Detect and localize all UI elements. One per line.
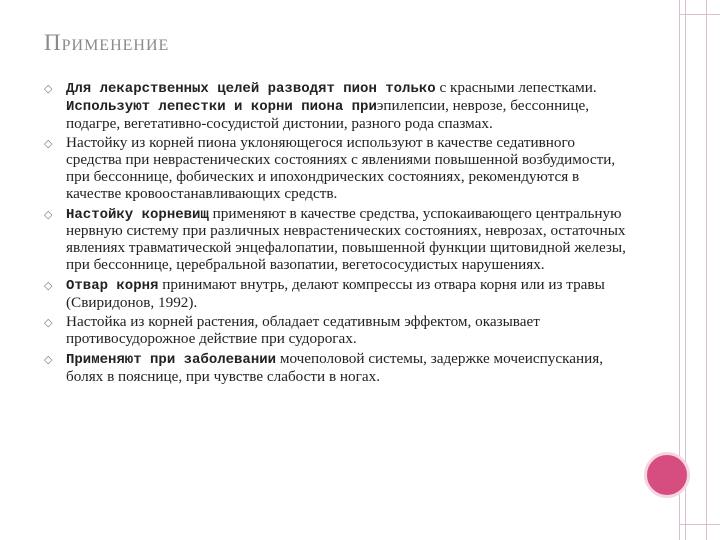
bullet-bold-text: Настойку корневищ bbox=[66, 206, 209, 223]
bullet-text: Настойка из корней растения, обладает седативным эффектом, оказывает противосудорожное действие при судорогах. bbox=[66, 313, 540, 348]
hollow-diamond-icon: ◇ bbox=[44, 279, 53, 292]
list-item bbox=[44, 314, 634, 348]
bullet-text: эпилепсии, неврозе, бессоннице, подагре, вегетативно-сосудистой дистонии, разного рода спазмах. bbox=[66, 96, 590, 132]
bullet-text: Настойку из корней пиона уклоняющегося используют в качестве седативного средства при неврастенических состояниях с явлениями повышенной возбудимости, при бессоннице, фобических и ипохондрических состояниях, рекомендуются в качестве кровоостанавливающих средств. bbox=[66, 134, 616, 202]
slide-title: Применение bbox=[44, 30, 170, 55]
frame-line-top bbox=[679, 14, 720, 15]
list-item bbox=[44, 80, 634, 132]
bullet-text: с красными лепестками. bbox=[435, 79, 597, 96]
hollow-diamond-icon: ◇ bbox=[44, 317, 53, 330]
bullet-bold-text: Применяют при заболевании bbox=[66, 351, 277, 368]
list-item bbox=[44, 135, 634, 202]
bullet-bold-text: Отвар корня bbox=[66, 277, 159, 294]
decorative-circle bbox=[644, 452, 690, 498]
frame-line-right bbox=[685, 0, 686, 540]
frame-line-bottom bbox=[679, 524, 720, 525]
bullet-bold-text: Используют лепестки и корни пиона при bbox=[66, 98, 377, 115]
hollow-diamond-icon: ◇ bbox=[44, 353, 53, 366]
bullet-list bbox=[44, 80, 634, 389]
list-item bbox=[44, 277, 634, 312]
bullet-text: мочеполовой системы, задержке мочеиспускания, болях в пояснице, при чувстве слабости в ногах. bbox=[66, 349, 603, 385]
hollow-diamond-icon: ◇ bbox=[44, 138, 53, 151]
bullet-bold-text: Для лекарственных целей разводят пион только bbox=[66, 81, 436, 97]
bullet-text: принимают внутрь, делают компрессы из отвара корня или из травы (Свиридонов, 1992). bbox=[66, 275, 605, 311]
hollow-diamond-icon: ◇ bbox=[44, 83, 53, 95]
list-item bbox=[44, 206, 634, 274]
frame-line-outer bbox=[706, 0, 707, 540]
bullet-text: применяют в качестве средства, успокаивающего центральную нервную систему при различных неврастенических состояниях, неврозах, остаточных явлениях травматической энцефалопатии, повышенной функции щитовидной железы, при бессоннице, церебральной вазопатии, вегетососудистых нарушениях. bbox=[66, 204, 626, 273]
hollow-diamond-icon: ◇ bbox=[44, 208, 53, 221]
list-item bbox=[44, 351, 634, 386]
